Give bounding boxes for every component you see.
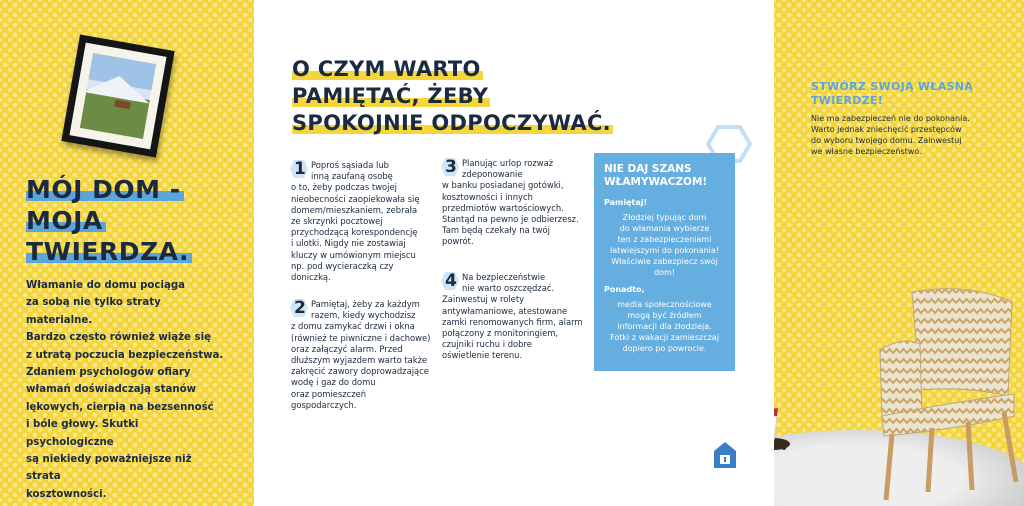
left-title-line: TWIERDZA.	[26, 237, 192, 266]
step-number: 4	[445, 271, 457, 291]
left-panel	[0, 0, 254, 506]
house-lock-icon	[712, 440, 738, 470]
tip-box-title: NIE DAJ SZANS WŁAMYWACZOM!	[604, 163, 708, 188]
step-2: 2 Pamiętaj, żeby za każdym razem, kiedy wychodzisz z domu zamykać drzwi i okna (również te piwniczne i dachowe) oraz załączyć alarm. Przed dłuższym wyjazdem warto także zakręcić zawory doprowadzające wodę i gaz do domu oraz pomieszczeń gospodarczych.	[291, 298, 431, 410]
tip-box-heading: Ponadto,	[604, 285, 645, 294]
left-title-line: MOJA	[26, 206, 106, 235]
step-number: 1	[294, 159, 306, 179]
step-1: 1 Poproś sąsiada lub inną zaufaną osobę o to, żeby podczas twojej nieobecności zaopiekowała się domem/mieszkaniem, zebrała ze skrzynki pocztowej przychodzącą korespondencję i ulotki. Nigdy nie zostawiaj kluczy w umówionym miejscu np. pod wycieraczką czy doniczką.	[291, 159, 420, 283]
step-number: 2	[294, 298, 306, 318]
right-body-text: Nie ma zabezpieczeń nie do pokonania. Warto jednak zniechęcić przestępców do wyboru twojego domu. Zainwestuj we własne bezpieczeństwo.	[811, 114, 970, 156]
tip-box-heading: Pamiętaj!	[604, 198, 648, 207]
right-panel	[774, 0, 1024, 506]
step-3: 3 Planując urlop rozważ zdeponowanie w banku posiadanej gotówki, kosztowności i innych przedmiotów wartościowych. Stantąd na pewno je odbierzesz. Tam będą czekały na twój powrót.	[442, 157, 579, 247]
step-number: 3	[445, 157, 457, 177]
middle-title	[292, 56, 613, 137]
tip-box-paragraph: Złodziej typując dom do włamania wybierze ten z zabezpieczeniami łatwiejszymi do pokonania! Właściwie zabezpiecz swój dom!	[610, 213, 719, 277]
tip-box-paragraph: media społecznościowe mogą być źródłem informacji dla złodzieja. Fotki z wakacji zamieszczaj dopiero po powrocie.	[610, 300, 719, 353]
left-title	[26, 174, 192, 267]
middle-title-line: PAMIĘTAĆ, ŻEBY	[292, 84, 489, 108]
left-title-line: MÓJ DOM -	[26, 175, 184, 204]
left-body-text: Włamanie do domu pociąga za sobą nie tylko straty materialne. Bardzo często również wiąże się z utratą poczucia bezpieczeństwa. Zdaniem psychologów ofiary włamań doświadczają stanów lękowych, cierpią na bezsenność i bóle głowy. Skutki psychologiczne są niekiedy poważniejsze niż strata kosztowności.	[26, 280, 224, 500]
middle-title-line: O CZYM WARTO	[292, 57, 481, 81]
step-4: 4 Na bezpieczeństwie nie warto oszczędzać. Zainwestuj w rolety antywłamaniowe, atestowane zamki renomowanych firm, alarm połączony z monitoringiem, czujniki ruchu i dobre oświetlenie terenu.	[442, 271, 583, 361]
middle-panel	[254, 0, 774, 506]
middle-title-line: SPOKOJNIE ODPOCZYWAĆ.	[292, 111, 611, 135]
right-title: STWÓRZ SWOJĄ WŁASNĄ TWIERDZĘ!	[811, 80, 974, 107]
tip-box	[594, 153, 735, 371]
picture-frame-icon	[61, 34, 174, 157]
flower-pot-icon	[774, 404, 792, 454]
chair-illustration	[872, 286, 1022, 506]
